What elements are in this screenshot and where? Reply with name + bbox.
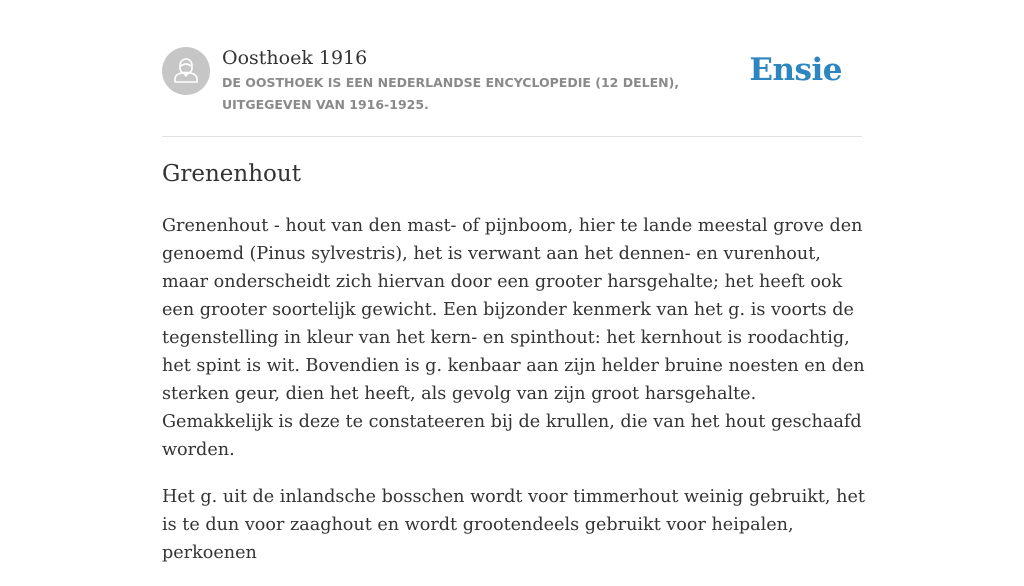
entry-paragraph: Grenenhout - hout van den mast- of pijnboom, hier te lande meestal grove den genoemd (Pinus sylvestris), het is verwant aan het dennen- en vurenhout, maar onderscheidt zich hiervan door een grooter harsgehalte; het heeft ook een grooter soortelijk gewicht. Een bijzonder kenmerk van het g. is voorts de tegenstelling in kleur van het kern- en spinthout: het kernhout is roodachtig, het spint is wit. Bovendien is g. kenbaar aan zijn helder bruine noesten en den sterken geur, dien het heeft, als gevolg van zijn groot harsgehalte. Gemakkelijk is deze te constateeren bij de krullen, die van het hout geschaafd worden. [162, 216, 865, 460]
entry-paragraph: Het g. uit de inlandsche bosschen wordt voor timmerhout weinig gebruikt, het is te dun voor zaaghout en wordt grootendeels gebruikt voor heipalen, perkoenen [162, 487, 865, 563]
brand-logo[interactable]: Ensie [749, 52, 842, 88]
avatar[interactable] [162, 47, 210, 95]
user-icon [162, 47, 210, 95]
entry-body [162, 212, 866, 586]
source-title[interactable]: Oosthoek 1916 [222, 47, 368, 69]
source-header [162, 44, 862, 137]
entry-title: Grenenhout [162, 161, 301, 187]
source-description: DE OOSTHOEK IS EEN NEDERLANDSE ENCYCLOPEDIE (12 DELEN), UITGEGEVEN VAN 1916-1925. [222, 75, 680, 112]
